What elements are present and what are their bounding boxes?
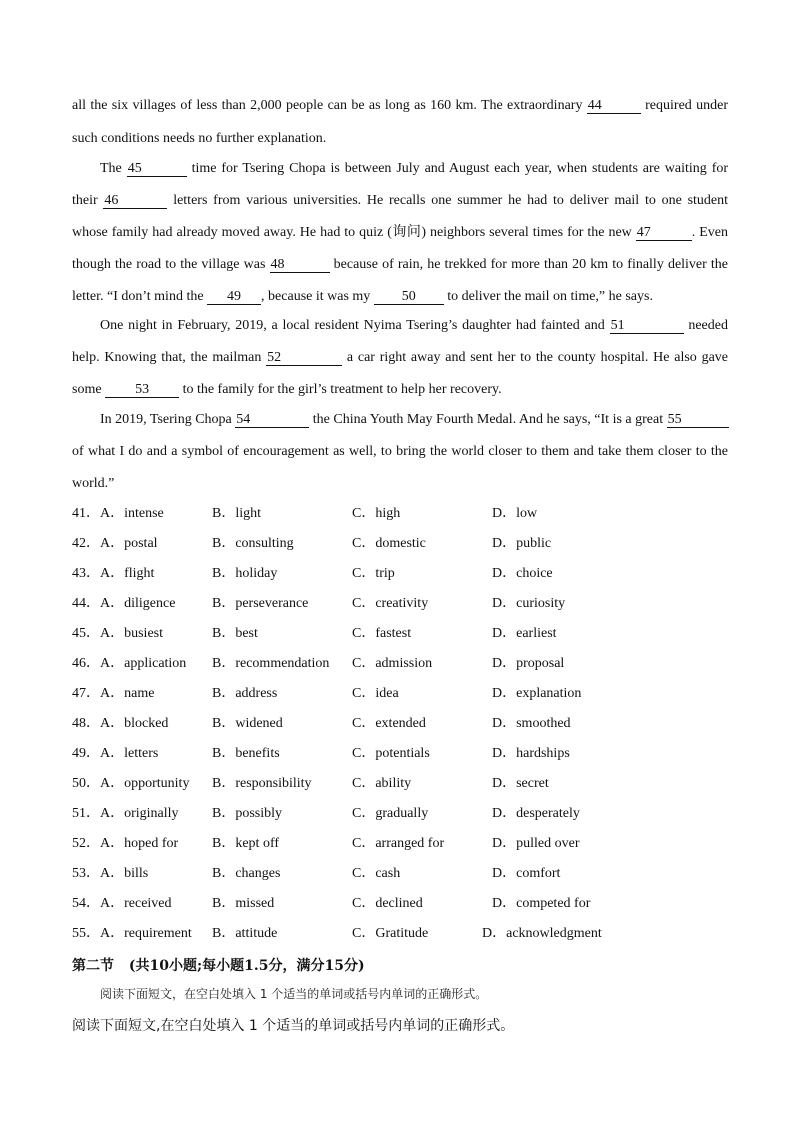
option-a: 41．A．intense <box>72 506 164 521</box>
option-d: D．hardships <box>492 746 570 761</box>
option-c: C．creativity <box>352 596 429 611</box>
option-b: B．possibly <box>212 806 283 821</box>
option-c: C．gradually <box>352 806 429 821</box>
option-d: D．desperately <box>492 806 580 821</box>
blank-53: 53 <box>105 382 179 398</box>
option-b: B．responsibility <box>212 776 312 791</box>
option-c: C．trip <box>352 566 395 581</box>
passage-line: letter. “I don’t mind the 49 , because it was my 50 to deliver the mail on time,” he says. <box>72 289 653 304</box>
option-b: B．changes <box>212 866 281 881</box>
option-b: B．benefits <box>212 746 280 761</box>
option-a: 50．A．opportunity <box>72 776 190 791</box>
option-d: D．explanation <box>492 686 582 701</box>
option-c: C．ability <box>352 776 412 791</box>
option-b: B．recommendation <box>212 656 330 671</box>
blank-45: 45 <box>127 161 187 177</box>
option-a: 52．A．hoped for <box>72 836 179 851</box>
option-c: C．idea <box>352 686 399 701</box>
option-d: D．public <box>492 536 552 551</box>
option-b: B．attitude <box>212 926 278 941</box>
option-b: B．missed <box>212 896 275 911</box>
blank-44: 44 <box>587 98 641 114</box>
blank-52: 52 <box>266 350 342 366</box>
option-d: D．low <box>492 506 538 521</box>
option-c: C．fastest <box>352 626 412 641</box>
passage-line: though the road to the village was 48 because of rain, he trekked for more than 20 km to finally deliver the <box>72 257 729 272</box>
option-d: D．comfort <box>492 866 561 881</box>
option-a: 44．A．diligence <box>72 596 176 611</box>
passage-line: all the six villages of less than 2,000 people can be as long as 160 km. The extraordinary 44 required under <box>72 98 728 113</box>
option-a: 47．A．name <box>72 686 155 701</box>
option-a: 48．A．blocked <box>72 716 169 731</box>
section-instruction: 阅读下面短文，在空白处填入 1 个适当的单词或括号内单词的正确形式。 <box>100 987 488 1001</box>
option-d: D．acknowledgment <box>482 926 602 941</box>
passage-line: whose family had already moved away. He had to quiz (询问) neighbors several times for the new 47 . Even <box>72 225 729 240</box>
option-d: D．proposal <box>492 656 565 671</box>
blank-49: 49 <box>207 289 261 305</box>
option-d: D．curiosity <box>492 596 566 611</box>
option-a: 55．A．requirement <box>72 926 192 941</box>
option-b: B．holiday <box>212 566 278 581</box>
option-b: B．kept off <box>212 836 280 851</box>
option-a: 42．A．postal <box>72 536 158 551</box>
passage-line: of what I do and a symbol of encouragement as well, to bring the world closer to them and take them closer to the <box>72 444 728 459</box>
option-d: D．earliest <box>492 626 557 641</box>
option-c: C．extended <box>352 716 426 731</box>
blank-54: 54 <box>235 412 309 428</box>
option-c: C．admission <box>352 656 433 671</box>
option-b: B．consulting <box>212 536 294 551</box>
passage-line: help. Knowing that, the mailman 52 a car right away and sent her to the county hospital. He also gave <box>72 350 728 365</box>
blank-46: 46 <box>103 193 167 209</box>
blank-47: 47 <box>636 225 692 241</box>
option-c: C．cash <box>352 866 401 881</box>
option-d: D．secret <box>492 776 549 791</box>
option-b: B．address <box>212 686 278 701</box>
passage-line: The 45 time for Tsering Chopa is between July and August each year, when students are waiting for <box>100 161 729 176</box>
passage-line: such conditions needs no further explanation. <box>72 131 327 146</box>
blank-55: 55 <box>667 412 729 428</box>
option-c: C．potentials <box>352 746 430 761</box>
passage-line: some 53 to the family for the girl’s treatment to help her recovery. <box>72 382 502 397</box>
section-instruction-repeat: 阅读下面短文,在空白处填入 1 个适当的单词或括号内单词的正确形式。 <box>72 1018 515 1034</box>
option-c: C．Gratitude <box>352 926 429 941</box>
option-a: 53．A．bills <box>72 866 149 881</box>
passage-line: their 46 letters from various universities. He recalls one summer he had to deliver mail to one student <box>72 193 729 208</box>
passage-line: One night in February, 2019, a local resident Nyima Tsering’s daughter had fainted and 51 needed <box>100 318 728 333</box>
option-a: 54．A．received <box>72 896 172 911</box>
option-c: C．arranged for <box>352 836 445 851</box>
blank-51: 51 <box>610 318 684 334</box>
option-d: D．pulled over <box>492 836 580 851</box>
option-c: C．declined <box>352 896 423 911</box>
option-d: D．choice <box>492 566 553 581</box>
option-c: C．high <box>352 506 401 521</box>
passage-line: world.” <box>72 476 115 491</box>
option-b: B．light <box>212 506 262 521</box>
section-subtitle: (共10小题;每小题1.5分，满分15分) <box>128 958 365 974</box>
option-b: B．perseverance <box>212 596 309 611</box>
option-b: B．best <box>212 626 258 641</box>
passage-line: In 2019, Tsering Chopa 54 the China Youth May Fourth Medal. And he says, “It is a great 55 <box>100 411 728 429</box>
section-heading <box>72 955 365 975</box>
option-d: D．smoothed <box>492 716 571 731</box>
option-d: D．competed for <box>492 896 591 911</box>
blank-48: 48 <box>270 257 330 273</box>
option-a: 46．A．application <box>72 656 187 671</box>
option-a: 45．A．busiest <box>72 626 163 641</box>
option-a: 43．A．flight <box>72 566 155 581</box>
option-a: 51．A．originally <box>72 806 179 821</box>
option-c: C．domestic <box>352 536 426 551</box>
section-title: 第二节 <box>72 958 114 974</box>
option-a: 49．A．letters <box>72 746 159 761</box>
option-b: B．widened <box>212 716 283 731</box>
blank-50: 50 <box>374 289 444 305</box>
